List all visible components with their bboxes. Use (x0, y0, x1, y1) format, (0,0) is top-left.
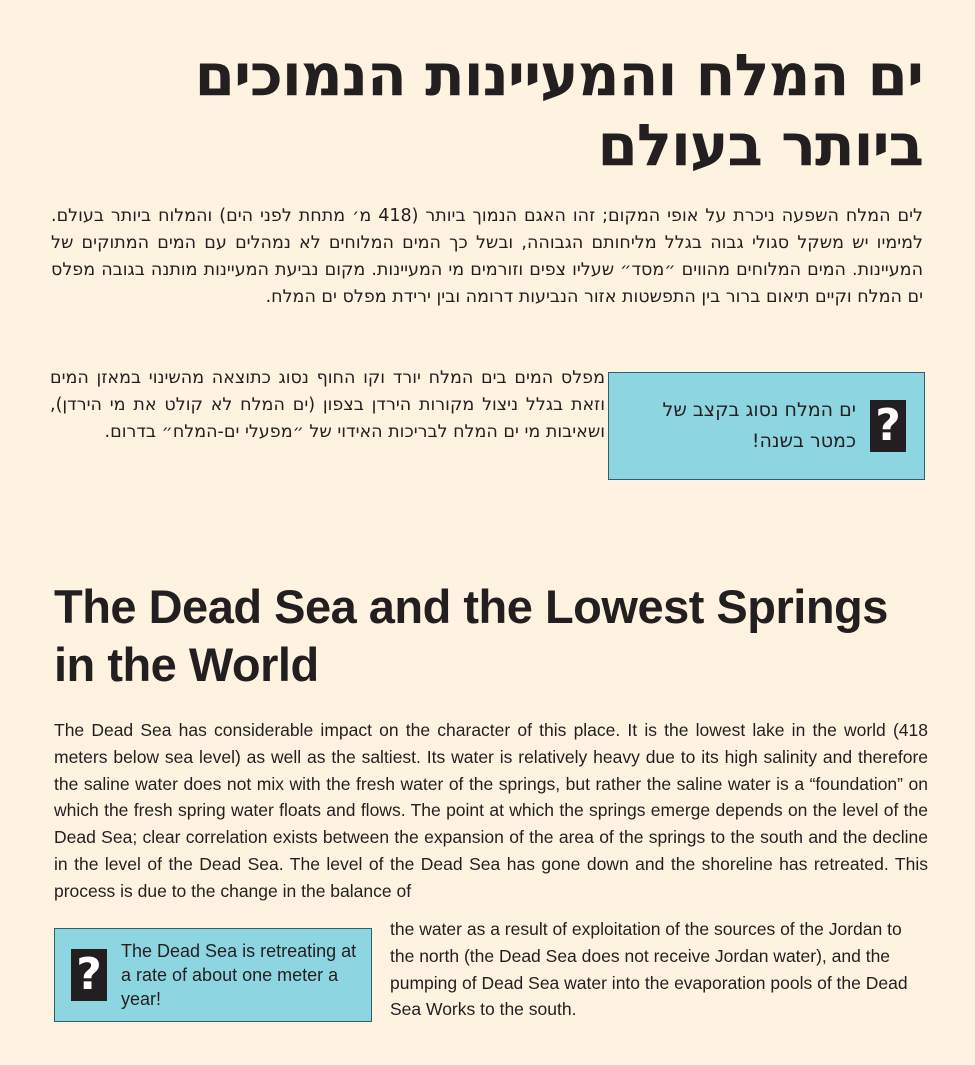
question-icon: ? (71, 949, 107, 1001)
english-title: The Dead Sea and the Lowest Springs in the World (54, 580, 888, 691)
hebrew-paragraph-2: מפלס המים בים המלח יורד וקו החוף נסוג כתוצאה מהשינוי במאזן המים וזאת בגלל ניצול מקורות הירדן בצפון (ים המלח לא קולט את מי הירדן), ושאיבות מי ים המלח לבריכות האידוי של ״מפעלי ים-המלח״ בדרום. (50, 368, 605, 442)
english-fact-text: The Dead Sea is retreating at a rate of about one meter a year! (121, 941, 357, 1009)
english-paragraph-2: the water as a result of exploitation of the sources of the Jordan to the north (the Dead Sea does not receive Jordan water), and the pumping of Dead Sea water into the evaporation pools of the Dead Sea Works to the south. (390, 919, 908, 1020)
hebrew-fact-box (608, 372, 925, 480)
hebrew-paragraph-1: לים המלח השפעה ניכרת על אופי המקום; זהו האגם הנמוך ביותר (418 מ׳ מתחת לפני הים) והמלוח ביותר בעולם. למימיו יש משקל סגולי גבוה בגלל מליחותם הגבוהה, ובשל כך המים המלוחים לא נמהלים עם המים המתוקים של המעיינות. המים המלוחים מהווים ״מסד״ שעליו צפים וזורמים מי המעיינות. מקום נביעת המעיינות מותנה בגובה מפלס ים המלח וקיים תיאום ברור בין התפשטות אזור הנביעות דרומה ובין ירידת מפלס ים המלח. (51, 206, 923, 307)
english-fact-box (54, 928, 372, 1022)
hebrew-fact-text: ים המלח נסוג בקצב של כמטר בשנה! (662, 399, 856, 452)
question-icon: ? (870, 400, 906, 452)
english-paragraph-1: The Dead Sea has considerable impact on the character of this place. It is the lowest lake in the world (418 meters below sea level) as well as the saltiest. Its water is relatively heavy due to its high salinity and therefore the saline water does not mix with the fresh water of the springs, but rather the saline water is a “foundation” on which the fresh spring water floats and flows. The point at which the springs emerge depends on the level of the Dead Sea; clear correlation exists between the expansion of the area of the springs to the south and the decline in the level of the Dead Sea. The level of the Dead Sea has gone down and the shoreline has retreated. This process is due to the change in the balance of (54, 720, 928, 901)
hebrew-title: ים המלח והמעיינות הנמוכים ביותר בעולם (194, 41, 923, 179)
